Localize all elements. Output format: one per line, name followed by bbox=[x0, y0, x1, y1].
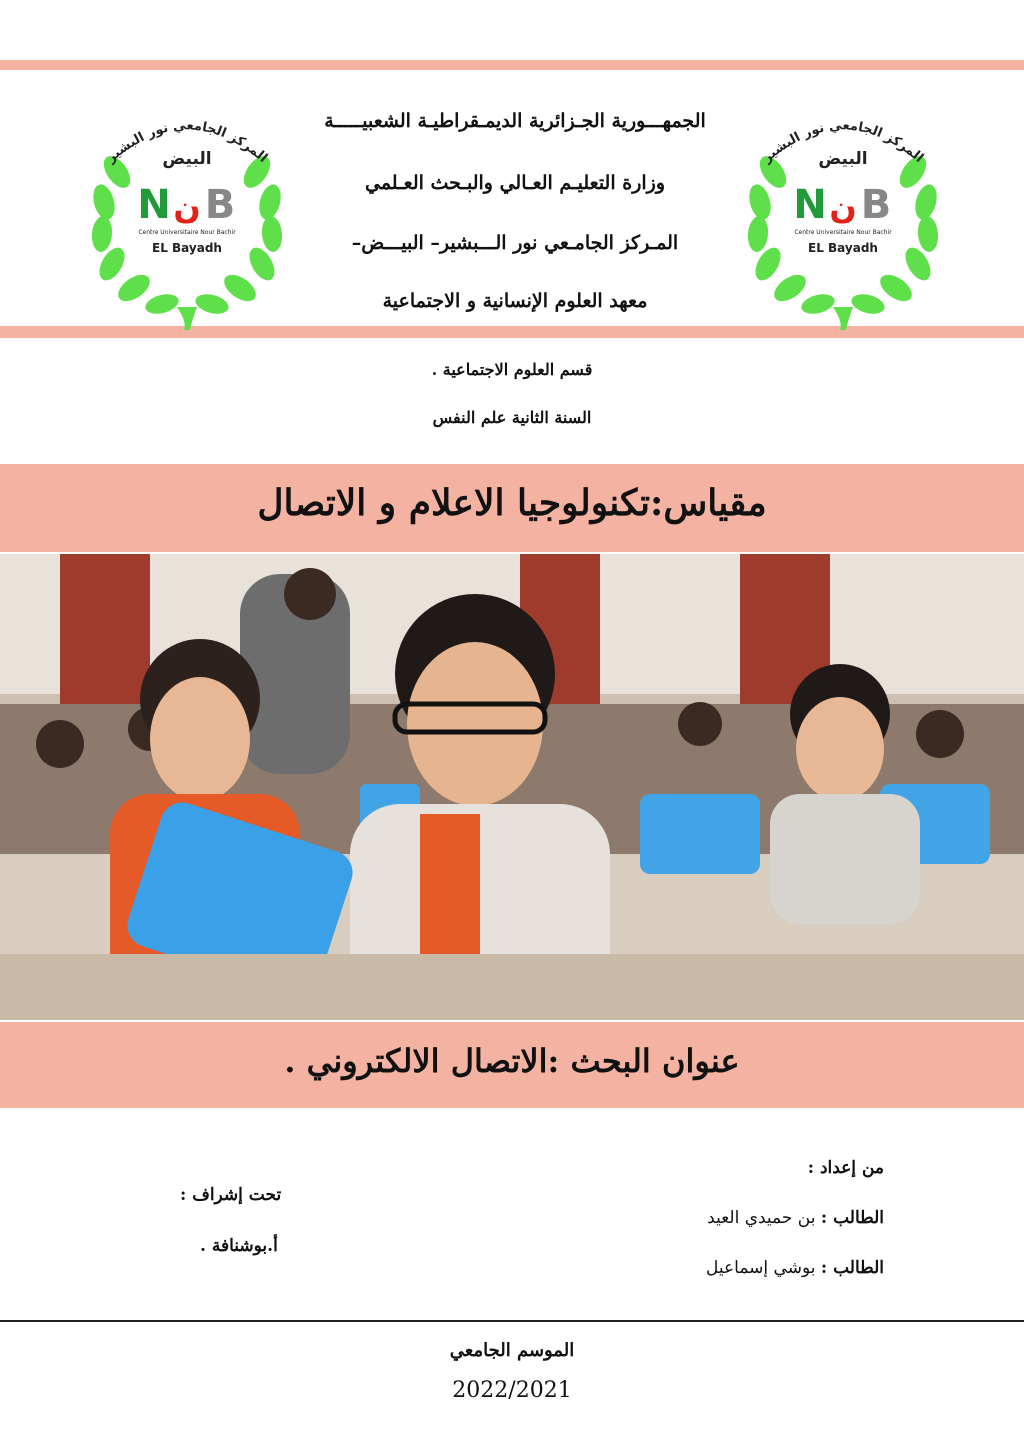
svg-text:ن: ن bbox=[829, 188, 857, 226]
svg-text:EL Bayadh: EL Bayadh bbox=[808, 241, 878, 255]
svg-text:البيض: البيض bbox=[818, 149, 868, 169]
supervisor-name: أ.بوشنافة . bbox=[200, 1236, 278, 1256]
university-logo-right bbox=[728, 92, 958, 332]
svg-text:B: B bbox=[204, 182, 236, 228]
svg-text:EL Bayadh: EL Bayadh bbox=[152, 241, 222, 255]
student-name: بوشي إسماعيل bbox=[706, 1258, 816, 1278]
svg-text:N: N bbox=[137, 182, 171, 228]
department-label: قسم العلوم الاجتماعية . bbox=[431, 360, 593, 379]
student-label: الطالب : bbox=[820, 1258, 884, 1278]
laurel-logo-icon bbox=[72, 92, 302, 332]
classroom-photo bbox=[0, 554, 1024, 1020]
svg-text:B: B bbox=[860, 182, 892, 228]
svg-text:Centre Universitaire Nour Bach: Centre Universitaire Nour Bachir bbox=[794, 229, 892, 236]
institution-header bbox=[280, 110, 750, 320]
research-title: عنوان البحث :الاتصال الالكتروني . bbox=[284, 1042, 740, 1080]
course-title: مقياس:تكنولوجيا الاعلام و الاتصال bbox=[257, 482, 767, 524]
year-label: السنة الثانية علم النفس bbox=[432, 408, 592, 427]
season-label: الموسم الجامعي bbox=[449, 1340, 575, 1361]
student-label: الطالب : bbox=[820, 1208, 884, 1228]
prepared-by-heading: من إعداد : bbox=[807, 1158, 884, 1178]
supervision-heading: تحت إشراف : bbox=[180, 1185, 282, 1205]
laurel-logo-icon bbox=[728, 92, 958, 332]
svg-text:N: N bbox=[793, 182, 827, 228]
university-logo-left bbox=[72, 92, 302, 332]
student-row-1 bbox=[707, 1208, 884, 1228]
header-line-university: المـركز الجامـعي نور الـــبشير– البيـــض– bbox=[351, 232, 679, 254]
classroom-image-icon bbox=[0, 554, 1024, 1020]
svg-text:المركز الجامعي نور البشير: المركز الجامعي نور البشير bbox=[760, 118, 927, 166]
footer-rule bbox=[0, 1320, 1024, 1322]
header-line-ministry: وزارة التعليـم العـالي والبـحث العـلمي bbox=[364, 172, 665, 194]
top-band bbox=[0, 60, 1024, 70]
student-row-2 bbox=[706, 1258, 884, 1278]
svg-text:المركز الجامعي نور البشير: المركز الجامعي نور البشير bbox=[104, 118, 271, 166]
season-years: 2022/2021 bbox=[452, 1378, 572, 1403]
student-name: بن حميدي العيد bbox=[707, 1208, 816, 1228]
svg-text:البيض: البيض bbox=[162, 149, 212, 169]
svg-text:ن: ن bbox=[173, 188, 201, 226]
svg-text:Centre Universitaire Nour Bach: Centre Universitaire Nour Bachir bbox=[138, 229, 236, 236]
header-line-republic: الجمهـــورية الجـزائرية الديمـقراطيـة الشعبيـــــة bbox=[324, 110, 706, 132]
header-line-institute: معهد العلوم الإنسانية و الاجتماعية bbox=[382, 290, 648, 312]
